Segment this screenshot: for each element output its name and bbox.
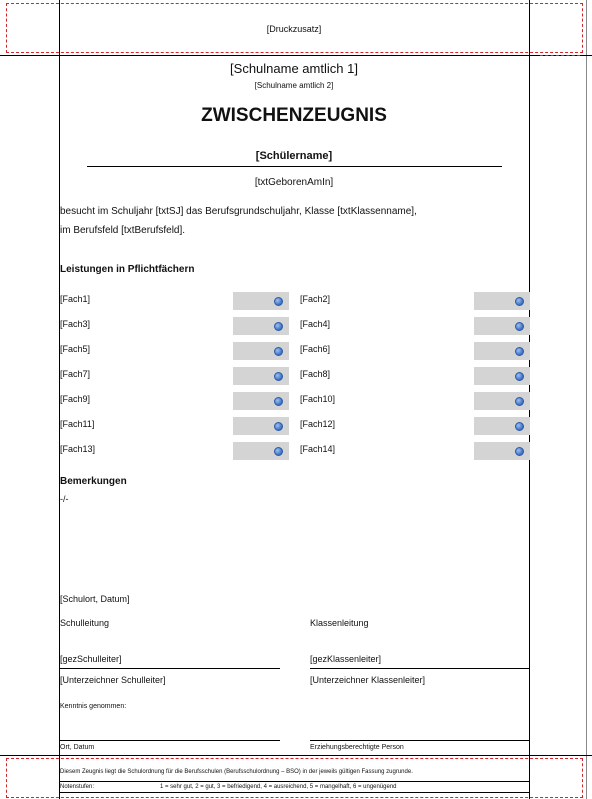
subjects-heading: Leistungen in Pflichtfächern (60, 264, 195, 275)
info-icon[interactable] (515, 322, 524, 331)
subject-label: [Fach6] (300, 344, 331, 354)
header-separator (0, 55, 592, 56)
school-head-signature: [gezSchulleiter] (60, 654, 122, 664)
subject-label: [Fach11] (60, 419, 95, 429)
footer-divider (59, 781, 529, 782)
student-name: [Schülername] (255, 150, 333, 162)
info-icon[interactable] (515, 372, 524, 381)
info-icon[interactable] (274, 397, 283, 406)
guardian-place-date-label: Ort, Datum (60, 744, 95, 751)
info-icon[interactable] (274, 422, 283, 431)
grades-label: Notenstufen: (60, 784, 95, 790)
school-head-signer: [Unterzeichner Schulleiter] (60, 675, 166, 685)
subject-label: [Fach2] (300, 294, 331, 304)
remarks-text: -/- (60, 494, 69, 504)
student-name-underline (87, 166, 502, 167)
grades-scale: 1 = sehr gut, 2 = gut, 3 = befriedigend, 4 = ausreichend, 5 = mangelhaft, 6 = ungenügend (160, 784, 397, 790)
guardian-label: Erziehungsberechtigte Person (310, 744, 404, 751)
subject-label: [Fach8] (300, 369, 331, 379)
subject-label: [Fach13] (60, 444, 96, 454)
class-head-signature-line (310, 668, 529, 669)
info-icon[interactable] (274, 322, 283, 331)
header-dash-extension (540, 55, 580, 56)
intro-line-1: besucht im Schuljahr [txtSJ] das Berufsgrundschuljahr, Klasse [txtKlassenname], (60, 206, 417, 217)
intro-line-2: im Berufsfeld [txtBerufsfeld]. (60, 225, 186, 236)
class-head-label: Klassenleitung (310, 618, 369, 628)
print-addition: [Druckzusatz] (266, 24, 322, 34)
info-icon[interactable] (274, 447, 283, 456)
class-head-signer: [Unterzeichner Klassenleiter] (310, 675, 426, 685)
class-head-signature: [gezKlassenleiter] (310, 654, 382, 664)
document-title: ZWISCHENZEUGNIS (201, 105, 387, 126)
guardian-date-line (60, 740, 280, 741)
footer-bottom-line (59, 792, 529, 793)
info-icon[interactable] (515, 347, 524, 356)
birth-info: [txtGeborenAmIn] (254, 177, 334, 188)
info-icon[interactable] (274, 372, 283, 381)
info-icon[interactable] (274, 297, 283, 306)
school-name-2: [Schulname amtlich 2] (254, 81, 334, 90)
subject-label: [Fach5] (60, 344, 91, 354)
subject-label: [Fach4] (300, 319, 331, 329)
footer-legal-text: Diesem Zeugnis liegt die Schulordnung für die Berufsschulen (Berufsschulordnung – BSO) in der jeweils gültigen Fassung zugrunde. (60, 769, 413, 775)
info-icon[interactable] (274, 347, 283, 356)
subject-label: [Fach12] (300, 419, 336, 429)
subject-label: [Fach10] (300, 394, 336, 404)
subject-label: [Fach1] (60, 294, 91, 304)
school-name-1: [Schulname amtlich 1] (230, 61, 358, 76)
school-head-signature-line (60, 668, 280, 669)
school-head-label: Schulleitung (60, 618, 110, 628)
info-icon[interactable] (515, 422, 524, 431)
subject-label: [Fach7] (60, 369, 91, 379)
info-icon[interactable] (515, 397, 524, 406)
remarks-heading: Bemerkungen (60, 476, 127, 487)
acknowledged-label: Kenntnis genommen: (60, 703, 127, 710)
info-icon[interactable] (515, 447, 524, 456)
right-edge-line (586, 0, 587, 799)
subject-label: [Fach14] (300, 444, 336, 454)
footer-separator (0, 755, 592, 756)
info-icon[interactable] (515, 297, 524, 306)
place-date: [Schulort, Datum] (60, 594, 130, 604)
subject-label: [Fach9] (60, 394, 91, 404)
subject-label: [Fach3] (60, 319, 91, 329)
guardian-signature-line (310, 740, 529, 741)
